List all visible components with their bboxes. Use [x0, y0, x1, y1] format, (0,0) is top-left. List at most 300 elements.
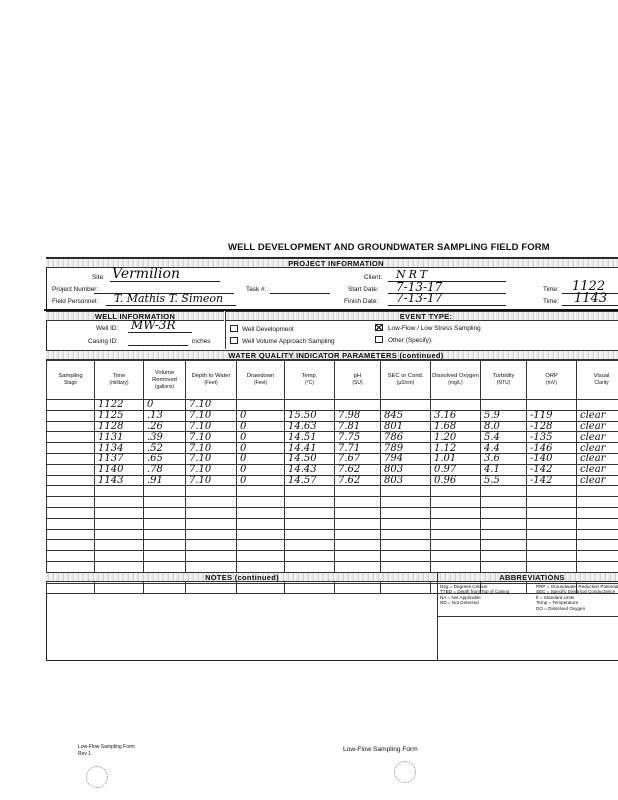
column-header [527, 361, 577, 400]
table-row [47, 497, 618, 508]
table-cell[interactable]: 1134 [95, 443, 144, 454]
table-cell[interactable] [144, 551, 186, 562]
column-header [186, 361, 237, 400]
table-cell[interactable]: 8.0 [481, 421, 527, 432]
table-cell[interactable]: clear [577, 475, 618, 486]
field-personnel-label: Field Personnel: [52, 298, 99, 305]
table-cell[interactable] [186, 551, 237, 562]
table-cell[interactable]: 15.50 [285, 410, 335, 421]
casing-unit: inches [192, 338, 211, 345]
table-cell[interactable] [527, 507, 577, 518]
table-cell[interactable] [237, 518, 285, 529]
task-label: Task #: [246, 286, 267, 293]
table-cell[interactable] [47, 551, 95, 562]
client-label: Client: [364, 274, 383, 281]
table-cell[interactable] [335, 507, 381, 518]
abbreviation-item: Deg = Degrees Celsius [440, 584, 488, 589]
table-row [47, 421, 618, 432]
table-cell[interactable]: 7.75 [335, 432, 381, 443]
well-id-value[interactable]: MW-3R [131, 318, 176, 332]
column-header-unit: Stage [63, 380, 78, 386]
column-header-name: Time [112, 373, 126, 379]
well-id-label: Well ID: [96, 325, 119, 332]
table-cell[interactable] [237, 486, 285, 497]
table-cell[interactable]: clear [577, 410, 618, 421]
table-cell[interactable] [431, 497, 481, 508]
table-cell[interactable]: 1143 [95, 475, 144, 486]
table-cell[interactable]: 1137 [95, 453, 144, 464]
table-cell[interactable] [237, 507, 285, 518]
table-cell[interactable]: 7.10 [186, 410, 237, 421]
table-cell[interactable] [381, 551, 431, 562]
table-cell[interactable]: -142 [527, 475, 577, 486]
table-cell[interactable] [335, 561, 381, 572]
table-cell[interactable]: -128 [527, 421, 577, 432]
table-cell[interactable] [47, 475, 95, 486]
table-cell[interactable] [577, 540, 618, 551]
table-cell[interactable] [481, 529, 527, 540]
table-cell[interactable]: 0 [237, 432, 285, 443]
table-row [47, 518, 618, 529]
column-header-unit: Clarity [594, 380, 609, 386]
table-cell[interactable]: 7.67 [335, 453, 381, 464]
table-cell[interactable]: 1.01 [431, 453, 481, 464]
column-header-unit: (SU) [352, 380, 363, 386]
table-cell[interactable] [381, 561, 431, 572]
table-cell[interactable] [577, 561, 618, 572]
table-cell[interactable] [335, 486, 381, 497]
finish-date-label: Finish Date: [344, 298, 379, 305]
table-cell[interactable] [237, 551, 285, 562]
table-cell[interactable] [381, 507, 431, 518]
table-cell[interactable]: 803 [381, 475, 431, 486]
event-type-header: EVENT TYPE: [226, 311, 618, 321]
table-cell[interactable]: 7.10 [186, 432, 237, 443]
well-volume-label: Well Volume Approach Sampling [242, 338, 335, 345]
table-cell[interactable]: 7.98 [335, 410, 381, 421]
table-cell[interactable] [285, 486, 335, 497]
table-cell[interactable] [47, 486, 95, 497]
table-cell[interactable]: 786 [381, 432, 431, 443]
table-cell[interactable] [144, 486, 186, 497]
table-cell[interactable] [95, 486, 144, 497]
table-cell[interactable] [186, 529, 237, 540]
casing-id-underline [128, 344, 188, 346]
table-cell[interactable]: 1.20 [431, 432, 481, 443]
table-cell[interactable]: 803 [381, 464, 431, 475]
well-volume-checkbox[interactable] [230, 337, 238, 344]
table-row [47, 432, 618, 443]
table-cell[interactable]: .91 [144, 475, 186, 486]
table-cell[interactable]: 0 [237, 464, 285, 475]
table-cell[interactable]: 4.1 [481, 464, 527, 475]
table-cell[interactable]: 14.43 [285, 464, 335, 475]
footer-center: Low-Flow Sampling Form [343, 746, 418, 753]
notes-area[interactable] [46, 583, 437, 660]
column-header-name: SEC or Cond. [387, 373, 424, 379]
task-underline [270, 292, 330, 294]
table-cell[interactable]: -135 [527, 432, 577, 443]
low-flow-checkbox[interactable] [375, 324, 383, 331]
table-cell[interactable] [527, 540, 577, 551]
table-cell[interactable] [381, 518, 431, 529]
table-cell[interactable]: 5.5 [481, 475, 527, 486]
table-cell[interactable] [381, 540, 431, 551]
table-cell[interactable] [335, 529, 381, 540]
table-body [47, 400, 618, 594]
table-cell[interactable] [481, 518, 527, 529]
table-cell[interactable] [527, 400, 577, 411]
table-cell[interactable]: .13 [144, 410, 186, 421]
table-cell[interactable] [577, 486, 618, 497]
table-cell[interactable] [186, 486, 237, 497]
table-cell[interactable] [186, 497, 237, 508]
table-cell[interactable]: 7.10 [186, 475, 237, 486]
table-cell[interactable] [285, 529, 335, 540]
other-checkbox[interactable] [375, 336, 383, 343]
table-cell[interactable] [577, 497, 618, 508]
column-header [237, 361, 285, 400]
table-cell[interactable] [577, 518, 618, 529]
column-header [381, 361, 431, 400]
table-cell[interactable] [527, 561, 577, 572]
table-cell[interactable] [47, 410, 95, 421]
column-header-unit: (NTU) [496, 380, 511, 386]
table-cell[interactable] [481, 486, 527, 497]
table-cell[interactable] [481, 507, 527, 518]
column-header-name: Drawdown [246, 373, 275, 379]
table-cell[interactable]: 1125 [95, 410, 144, 421]
table-cell[interactable]: -119 [527, 410, 577, 421]
table-cell[interactable] [335, 400, 381, 411]
table-cell[interactable] [47, 529, 95, 540]
table-cell[interactable] [577, 400, 618, 411]
table-cell[interactable] [431, 529, 481, 540]
well-development-label: Well Development [242, 326, 294, 333]
table-cell[interactable] [47, 453, 95, 464]
casing-id-label: Casing ID: [88, 338, 118, 345]
column-header-unit: (Feet) [253, 380, 268, 386]
finish-time-value[interactable]: 1143 [574, 291, 608, 306]
table-cell[interactable] [527, 551, 577, 562]
table-cell[interactable]: 14.57 [285, 475, 335, 486]
start-date-label: Start Date: [348, 286, 379, 293]
table-cell[interactable] [144, 507, 186, 518]
table-header-row [47, 361, 618, 400]
checkmark-icon [375, 324, 383, 331]
table-cell[interactable] [186, 518, 237, 529]
table-cell[interactable] [237, 540, 285, 551]
table-cell[interactable]: clear [577, 432, 618, 443]
table-row [47, 464, 618, 475]
column-header-unit: (gallons) [154, 383, 175, 390]
client-value[interactable]: NRT [396, 268, 431, 281]
project-number-label: Project Number: [52, 286, 99, 293]
table-cell[interactable] [47, 561, 95, 572]
table-cell[interactable] [47, 443, 95, 454]
abbrev-left-list [440, 584, 509, 606]
abbrev-right-list [536, 584, 618, 611]
table-row [47, 400, 618, 411]
table-cell[interactable] [431, 540, 481, 551]
well-info-header: WELL INFORMATION [46, 311, 224, 321]
column-header-unit: (military) [109, 380, 129, 386]
notes-header: NOTES (continued) [46, 572, 438, 582]
table-cell[interactable]: 789 [381, 443, 431, 454]
table-cell[interactable] [95, 507, 144, 518]
column-header-name: pH [353, 373, 362, 379]
table-cell[interactable]: 5.4 [481, 432, 527, 443]
table-cell[interactable]: 1128 [95, 421, 144, 432]
column-header [285, 361, 335, 400]
table-cell[interactable] [95, 529, 144, 540]
low-flow-label: Low-Flow / Low Stress Sampling [388, 325, 481, 332]
punch-hole-left [86, 766, 108, 788]
other-label: Other (Specify): [388, 337, 433, 344]
table-cell[interactable]: clear [577, 443, 618, 454]
table-cell[interactable] [237, 497, 285, 508]
abbreviations-header: ABBREVIATIONS [438, 572, 618, 582]
footer-left-line1: Low-Flow Sampling Form [78, 744, 135, 750]
table-cell[interactable]: 1131 [95, 432, 144, 443]
table-cell[interactable] [237, 400, 285, 411]
start-time-label: Time: [543, 286, 559, 293]
table-cell[interactable] [431, 518, 481, 529]
table-cell[interactable] [47, 421, 95, 432]
table-cell[interactable]: 801 [381, 421, 431, 432]
table-cell[interactable]: 0 [237, 475, 285, 486]
column-header-name: Dissolved Oxygen [432, 373, 479, 379]
column-header [144, 361, 186, 400]
table-cell[interactable]: -140 [527, 453, 577, 464]
column-header-name: Visual [593, 373, 610, 379]
abbreviation-item: ft = Standard Units [536, 594, 575, 600]
column-header [47, 361, 95, 400]
table-cell[interactable] [381, 400, 431, 411]
table-cell[interactable]: 7.81 [335, 421, 381, 432]
table-cell[interactable]: 4.4 [481, 443, 527, 454]
column-header [431, 361, 481, 400]
table-cell[interactable] [527, 497, 577, 508]
table-row [47, 453, 618, 464]
table-cell[interactable]: clear [577, 421, 618, 432]
table-cell[interactable]: .26 [144, 421, 186, 432]
table-cell[interactable] [95, 518, 144, 529]
table-cell[interactable]: 1122 [95, 400, 144, 411]
column-header-name: Sampling [58, 373, 83, 379]
table-cell[interactable] [577, 507, 618, 518]
table-cell[interactable] [431, 561, 481, 572]
column-header-name: Temp. [301, 373, 318, 379]
table-cell[interactable]: .52 [144, 443, 186, 454]
table-cell[interactable]: 845 [381, 410, 431, 421]
table-row [47, 561, 618, 572]
table-cell[interactable] [431, 551, 481, 562]
table-cell[interactable] [381, 529, 431, 540]
table-cell[interactable]: 14.63 [285, 421, 335, 432]
table-cell[interactable]: 7.10 [186, 453, 237, 464]
table-cell[interactable] [144, 497, 186, 508]
table-cell[interactable]: -146 [527, 443, 577, 454]
table-cell[interactable] [47, 464, 95, 475]
table-cell[interactable]: 7.10 [186, 464, 237, 475]
table-cell[interactable] [527, 518, 577, 529]
abbreviation-item: TTBD = Depth from Top of Casing [440, 589, 510, 595]
table-row [47, 529, 618, 540]
start-time-value[interactable]: 1122 [572, 279, 606, 294]
table-cell[interactable]: 14.51 [285, 432, 335, 443]
form-title: WELL DEVELOPMENT AND GROUNDWATER SAMPLING FIELD FORM [228, 242, 550, 253]
table-cell[interactable]: -142 [527, 464, 577, 475]
table-cell[interactable] [95, 540, 144, 551]
table-cell[interactable] [95, 497, 144, 508]
table-cell[interactable]: 7.10 [186, 400, 237, 411]
abbreviation-item: Temp = Temperature [536, 600, 579, 606]
table-cell[interactable]: 0.97 [431, 464, 481, 475]
table-cell[interactable] [95, 551, 144, 562]
table-cell[interactable] [186, 540, 237, 551]
table-cell[interactable] [431, 486, 481, 497]
table-cell[interactable]: 0 [237, 421, 285, 432]
table-cell[interactable]: 14.41 [285, 443, 335, 454]
table-cell[interactable] [381, 486, 431, 497]
table-cell[interactable] [285, 497, 335, 508]
column-header-name: Turbidity [492, 373, 515, 379]
table-cell[interactable]: 7.10 [186, 421, 237, 432]
table-cell[interactable]: 0 [237, 453, 285, 464]
table-cell[interactable] [285, 540, 335, 551]
table-cell[interactable] [431, 400, 481, 411]
table-cell[interactable] [481, 540, 527, 551]
column-header-unit: (mV) [546, 380, 557, 386]
water-quality-table [46, 360, 618, 594]
column-header-name: Depth to Water [191, 373, 231, 379]
table-cell[interactable]: 7.71 [335, 443, 381, 454]
table-cell[interactable] [186, 561, 237, 572]
abbreviation-item: ND = Not Detected [440, 600, 479, 606]
abbreviation-item: NA = Not Applicable [440, 594, 481, 600]
table-cell[interactable]: 0.96 [431, 475, 481, 486]
table-row [47, 540, 618, 551]
table-cell[interactable] [335, 518, 381, 529]
table-cell[interactable]: 5.9 [481, 410, 527, 421]
column-header-unit: (Feet) [204, 380, 218, 386]
column-header [577, 361, 618, 400]
water-quality-header: WATER QUALITY INDICATOR PARAMETERS (continued) [46, 350, 618, 360]
table-cell[interactable]: 7.62 [335, 464, 381, 475]
table-cell[interactable]: clear [577, 453, 618, 464]
table-cell[interactable] [285, 518, 335, 529]
table-cell[interactable] [335, 540, 381, 551]
table-cell[interactable]: 794 [381, 453, 431, 464]
table-cell[interactable] [577, 529, 618, 540]
finish-date-value[interactable]: 7-13-17 [396, 291, 443, 305]
table-cell[interactable]: 7.62 [335, 475, 381, 486]
table-cell[interactable]: .78 [144, 464, 186, 475]
table-cell[interactable] [577, 551, 618, 562]
table-cell[interactable] [47, 507, 95, 518]
table-row [47, 551, 618, 562]
table-cell[interactable]: 0 [237, 443, 285, 454]
abbreviation-item: SEC = Specific Electrical Conductance [536, 589, 616, 595]
table-cell[interactable] [47, 540, 95, 551]
column-header [481, 361, 527, 400]
site-value[interactable]: Vermilion [112, 266, 180, 282]
table-cell[interactable] [47, 518, 95, 529]
column-header-unit: (µS/cm) [396, 380, 415, 386]
table-cell[interactable] [481, 497, 527, 508]
table-cell[interactable] [47, 497, 95, 508]
table-cell[interactable] [431, 507, 481, 518]
table-row [47, 507, 618, 518]
table-cell[interactable] [237, 529, 285, 540]
well-development-checkbox[interactable] [230, 325, 238, 332]
column-header-name: ORP [545, 373, 558, 379]
field-personnel-value[interactable]: T. Mathis T. Simeon [114, 292, 224, 305]
column-header [335, 361, 381, 400]
table-cell[interactable] [144, 540, 186, 551]
table-cell[interactable]: 1140 [95, 464, 144, 475]
table-cell[interactable] [481, 400, 527, 411]
table-cell[interactable]: 3.6 [481, 453, 527, 464]
table-row [47, 443, 618, 454]
column-header-name: Volume Removed [152, 369, 177, 383]
table-row [47, 410, 618, 421]
table-cell[interactable]: .65 [144, 453, 186, 464]
column-header-unit: (mg/L) [448, 380, 463, 386]
finish-time-label: Time: [543, 298, 559, 305]
table-cell[interactable]: 0 [144, 400, 186, 411]
table-cell[interactable] [285, 561, 335, 572]
project-info-header: PROJECT INFORMATION [46, 258, 618, 268]
table-cell[interactable] [285, 507, 335, 518]
table-cell[interactable]: clear [577, 464, 618, 475]
table-cell[interactable] [285, 551, 335, 562]
table-cell[interactable]: 1.12 [431, 443, 481, 454]
punch-hole-right [394, 761, 416, 783]
table-cell[interactable] [527, 486, 577, 497]
abbreviation-item: DO = Dissolved Oxygen [536, 605, 586, 611]
footer-left-line2: Rev 1 [78, 751, 92, 757]
table-row [47, 486, 618, 497]
table-cell[interactable]: 3.16 [431, 410, 481, 421]
table-cell[interactable] [285, 400, 335, 411]
table-cell[interactable] [237, 561, 285, 572]
table-cell[interactable] [381, 497, 431, 508]
table-cell[interactable] [481, 551, 527, 562]
table-cell[interactable]: 1.68 [431, 421, 481, 432]
table-cell[interactable] [47, 432, 95, 443]
table-cell[interactable]: .39 [144, 432, 186, 443]
table-cell[interactable] [335, 497, 381, 508]
table-cell[interactable] [95, 561, 144, 572]
abbrev-bottom-rule [438, 616, 618, 617]
table-cell[interactable] [144, 529, 186, 540]
table-cell[interactable] [144, 561, 186, 572]
table-cell[interactable] [47, 400, 95, 411]
table-cell[interactable] [527, 529, 577, 540]
table-cell[interactable]: 7.10 [186, 443, 237, 454]
table-cell[interactable] [335, 551, 381, 562]
start-date-value[interactable]: 7-13-17 [396, 280, 443, 294]
table-cell[interactable] [186, 507, 237, 518]
table-cell[interactable]: 0 [237, 410, 285, 421]
table-cell[interactable] [481, 561, 527, 572]
column-header [95, 361, 144, 400]
table-cell[interactable] [144, 518, 186, 529]
column-header-unit: (°C) [305, 380, 314, 386]
table-cell[interactable]: 14.50 [285, 453, 335, 464]
